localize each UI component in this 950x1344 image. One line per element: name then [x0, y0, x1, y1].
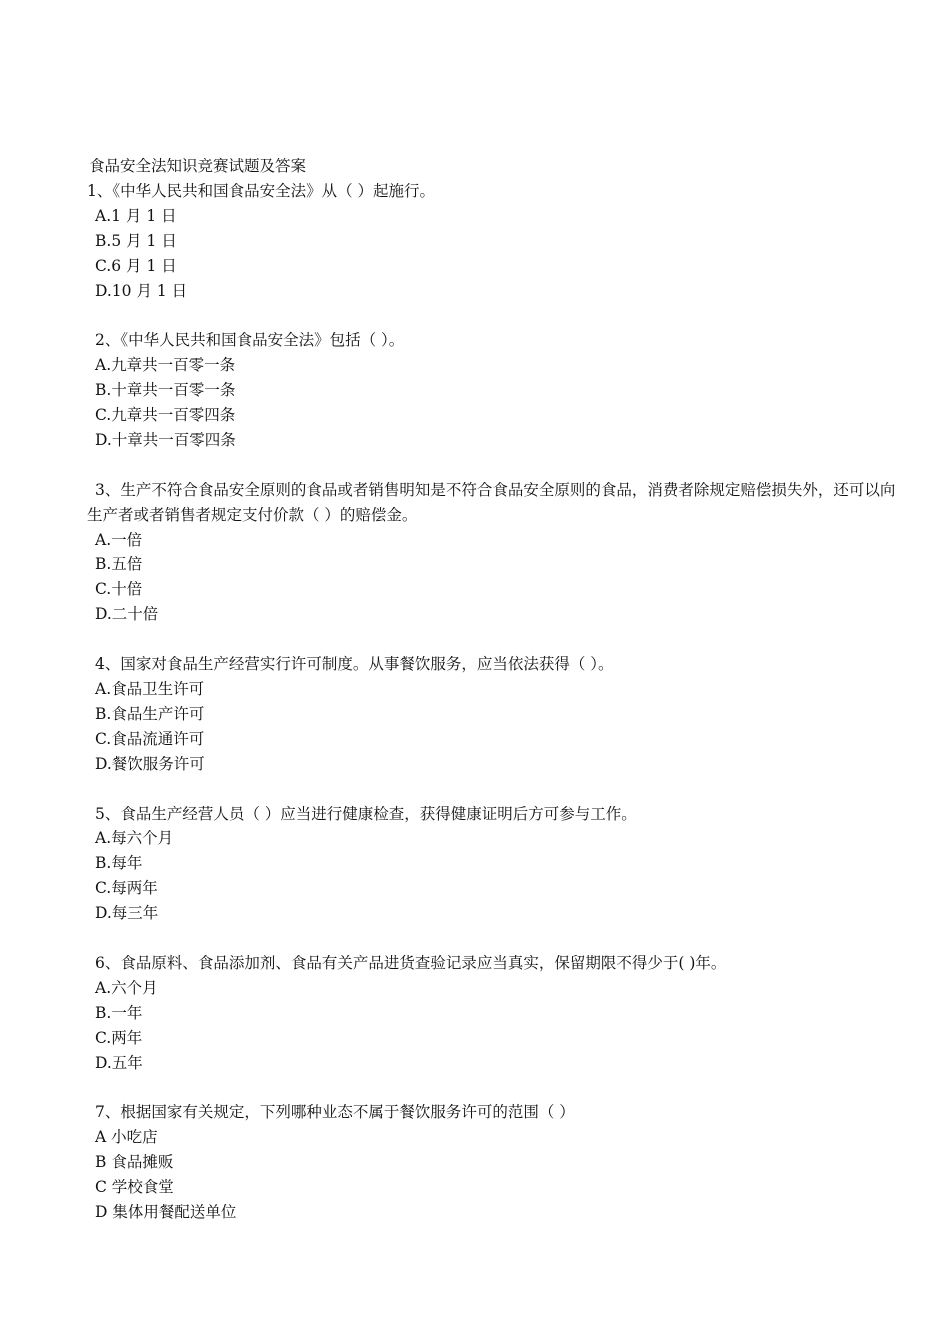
- option-c: C.每两年: [95, 879, 158, 898]
- question-stem: 4、国家对食品生产经营实行许可制度。从事餐饮服务，应当依法获得（ ）。: [95, 655, 614, 674]
- question-3: [87, 478, 897, 627]
- option-d: D.10 月 1 日: [95, 281, 188, 300]
- question-4: [87, 652, 897, 777]
- question-stem: 1、《中华人民共和国食品安全法》从（ ）起施行。: [87, 181, 436, 200]
- option-c: C.两年: [95, 1028, 143, 1047]
- question-7: [87, 1100, 897, 1225]
- document-body: [87, 154, 897, 1250]
- question-6: [87, 951, 897, 1076]
- option-list: [87, 204, 897, 304]
- option-list: [87, 1125, 897, 1225]
- option-list: [87, 353, 897, 453]
- option-b: B.5 月 1 日: [95, 231, 177, 250]
- option-a: A.每六个月: [95, 829, 174, 848]
- option-b: B 食品摊贩: [95, 1153, 174, 1172]
- option-d: D.五年: [95, 1053, 143, 1072]
- option-a: A.1 月 1 日: [95, 206, 177, 225]
- option-b: B.食品生产许可: [95, 704, 205, 723]
- option-b: B.十章共一百零一条: [95, 381, 236, 400]
- question-stem: 7、根据国家有关规定，下列哪种业态不属于餐饮服务许可的范围（ ）: [95, 1103, 575, 1122]
- option-list: [87, 826, 897, 926]
- question-5: [87, 802, 897, 927]
- option-b: B.五倍: [95, 555, 143, 574]
- option-c: C.十倍: [95, 580, 143, 599]
- option-c: C.6 月 1 日: [95, 256, 177, 275]
- option-d: D.十章共一百零四条: [95, 430, 236, 449]
- question-stem: 6、食品原料、食品添加剂、食品有关产品进货查验记录应当真实，保留期限不得少于( )年。: [95, 953, 727, 972]
- question-1: [87, 179, 897, 304]
- option-a: A.九章共一百零一条: [95, 356, 236, 375]
- option-d: D.二十倍: [95, 605, 159, 624]
- option-d: D.每三年: [95, 904, 159, 923]
- option-list: [87, 677, 897, 777]
- question-2: [87, 328, 897, 453]
- option-d: D.餐饮服务许可: [95, 754, 205, 773]
- option-list: [87, 976, 897, 1076]
- option-a: A.六个月: [95, 978, 158, 997]
- option-d: D 集体用餐配送单位: [95, 1202, 237, 1221]
- option-b: B.一年: [95, 1003, 143, 1022]
- option-b: B.每年: [95, 854, 143, 873]
- option-a: A 小吃店: [95, 1128, 158, 1147]
- option-a: A.一倍: [95, 530, 143, 549]
- question-stem: 3、生产不符合食品安全原则的食品或者销售明知是不符合食品安全原则的食品，消费者除规定赔偿损失外，还可以向生产者或者销售者规定支付价款（ ）的赔偿金。: [87, 480, 896, 524]
- question-stem: 2、《中华人民共和国食品安全法》包括（ ）。: [95, 331, 405, 350]
- option-list: [87, 528, 897, 628]
- option-c: C 学校食堂: [95, 1178, 174, 1197]
- option-c: C.九章共一百零四条: [95, 406, 236, 425]
- option-a: A.食品卫生许可: [95, 679, 205, 698]
- document-title: 食品安全法知识竞赛试题及答案: [89, 157, 307, 175]
- option-c: C.食品流通许可: [95, 729, 205, 748]
- question-stem: 5、食品生产经营人员（ ）应当进行健康检查，获得健康证明后方可参与工作。: [95, 804, 637, 823]
